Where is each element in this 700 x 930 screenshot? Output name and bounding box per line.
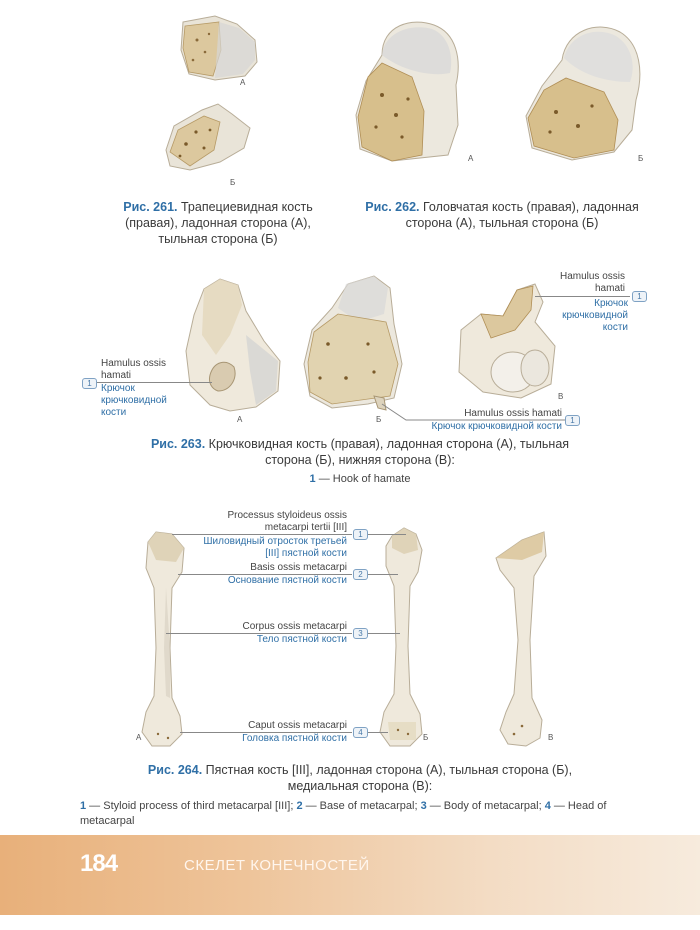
fig264-label2-lat: Basis ossis metacarpi: [250, 562, 347, 573]
fig263-view-c: В: [558, 392, 564, 401]
fig263-left-tag: 1: [82, 378, 97, 389]
fig262-number: Рис. 262.: [365, 200, 420, 214]
fig264-legend-num-4: 4: [544, 800, 551, 812]
fig264-view-c: В: [548, 733, 554, 742]
fig263-bottom-label-rus: Крючок крючковидной кости: [431, 421, 562, 432]
fig264-text: Пястная кость [III], ладонная сторона (А), тыльная сторона (Б), медиальная сторона (В):: [205, 763, 573, 793]
fig261-text: Трапециевидная кость (правая), ладонная сторона (А), тыльная сторона (Б): [125, 200, 313, 246]
fig263-bottom-tag: 1: [565, 415, 580, 426]
fig263-left-label-lat: Hamulus ossis hamati: [101, 358, 167, 381]
fig264-legend-text-2: — Base of metacarpal;: [302, 800, 421, 812]
trapezoid-bone-view-a: [175, 10, 265, 85]
fig263-left-label-rus: Крючок крючковидной кости: [101, 383, 167, 418]
fig262-text: Головчатая кость (правая), ладонная сторона (А), тыльная сторона (Б): [405, 200, 639, 230]
fig264-legend-num-3: 3: [420, 800, 427, 812]
fig263-legend: [250, 472, 470, 487]
fig264-label1-lat: Processus styloideus ossis metacarpi tertii [III]: [227, 510, 347, 533]
page-bottom-margin: [0, 915, 700, 930]
fig264-tag4: 4: [353, 727, 368, 738]
fig263-bottom-leader: [380, 402, 570, 422]
fig261-number: Рис. 261.: [123, 200, 178, 214]
hamate-bone-view-b: [298, 274, 410, 414]
section-title: СКЕЛЕТ КОНЕЧНОСТЕЙ: [184, 857, 370, 874]
fig263-bottom-label-lat: Hamulus ossis hamati: [464, 408, 562, 419]
fig261-caption: [108, 199, 328, 247]
fig264-leader3-right: [368, 633, 400, 634]
metacarpal-view-c: [492, 530, 552, 748]
fig264-legend-num-2: 2: [296, 800, 303, 812]
trapezoid-bone-view-b: [160, 100, 260, 175]
fig263-right-label-rus: Крючок крючковидной кости: [562, 298, 628, 333]
fig264-legend: [80, 799, 640, 829]
fig264-label1-rus: Шиловидный отросток третьей [III] пястной кости: [203, 536, 347, 559]
fig264-leader2-right: [368, 574, 398, 575]
fig264-legend-text-4: — Head of metacarpal: [80, 800, 607, 827]
metacarpal-view-a: [136, 528, 192, 750]
capitate-bone-view-a: [352, 15, 472, 165]
fig264-tag2: 2: [353, 569, 368, 580]
fig263-right-leader: [535, 296, 630, 297]
fig264-legend-text-3: — Body of metacarpal;: [426, 800, 545, 812]
fig264-leader1-left: [172, 534, 352, 535]
fig264-number: Рис. 264.: [147, 763, 203, 777]
fig264-label3-lat: Corpus ossis metacarpi: [242, 621, 347, 632]
fig263-right-tag: 1: [632, 291, 647, 302]
fig263-text: Крючковидная кость (правая), ладонная сторона (А), тыльная сторона (Б), нижняя сторона (В):: [208, 437, 570, 467]
capitate-bone-view-b: [522, 20, 647, 165]
fig264-legend-text-1: — Styloid process of third metacarpal [III];: [86, 800, 297, 812]
fig261-view-b: Б: [230, 178, 236, 187]
fig263-view-a: А: [237, 415, 243, 424]
fig264-label2-rus: Основание пястной кости: [227, 575, 347, 586]
fig263-view-b: Б: [376, 415, 382, 424]
fig264-legend-num-1: 1: [80, 800, 87, 812]
fig264-caption: [140, 762, 580, 794]
fig264-leader4-right: [368, 732, 388, 733]
fig264-label4-lat: Caput ossis metacarpi: [248, 720, 347, 731]
fig264-view-a: А: [136, 733, 142, 742]
fig264-tag1: 1: [353, 529, 368, 540]
fig263-number: Рис. 263.: [150, 437, 206, 451]
metacarpal-view-b: [374, 526, 430, 750]
fig262-caption: [352, 199, 652, 231]
fig264-leader1-right: [368, 534, 406, 535]
fig262-view-b: Б: [638, 154, 644, 163]
fig262-view-a: А: [468, 154, 474, 163]
hamate-bone-view-c: [455, 280, 565, 405]
fig264-tag3: 3: [353, 628, 368, 639]
fig261-view-a: А: [240, 78, 246, 87]
fig264-label4-rus: Головка пястной кости: [242, 733, 347, 744]
fig263-right-label-lat: Hamulus ossis hamati: [559, 271, 625, 294]
page-number: 184: [80, 850, 118, 877]
fig263-legend-text: — Hook of hamate: [315, 473, 411, 485]
fig263-legend-num: 1: [309, 473, 316, 485]
fig264-view-b: Б: [423, 733, 429, 742]
fig263-caption: [150, 436, 570, 468]
fig264-label3-rus: Тело пястной кости: [256, 634, 347, 645]
hamate-bone-view-a: [180, 275, 290, 415]
